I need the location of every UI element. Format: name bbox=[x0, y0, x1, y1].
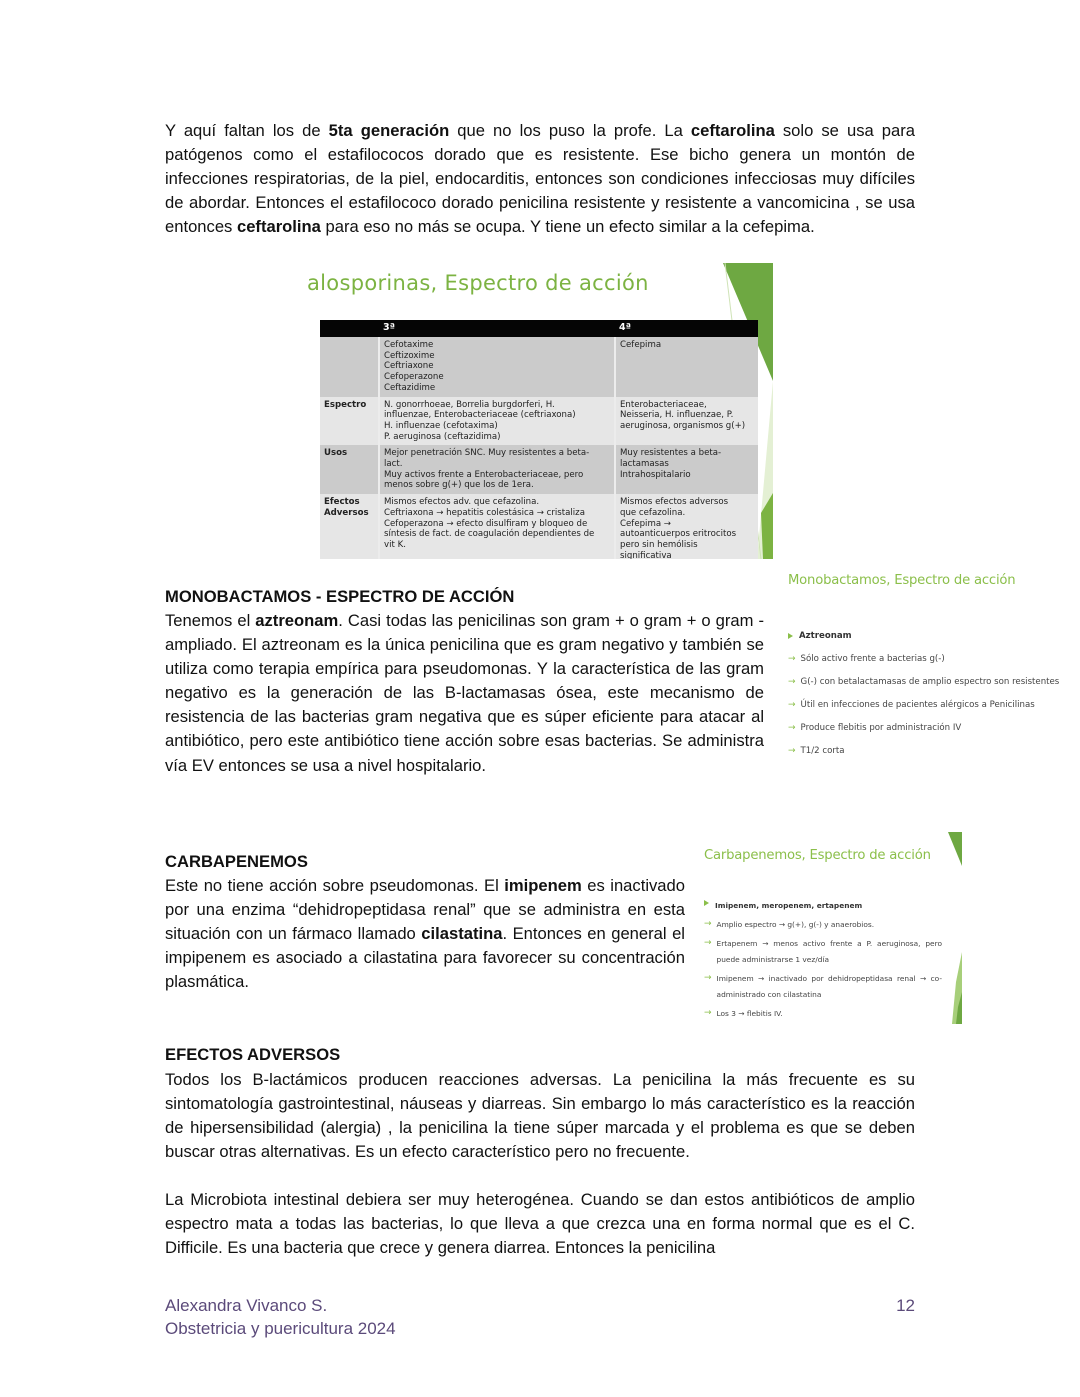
text-run: Este no tiene acción sobre pseudomonas. El bbox=[165, 876, 505, 895]
third-generation-cell: N. gonorrhoeae, Borrelia burgdorferi, H. influenzae, Enterobacteriaceae (ceftriaxona) H. influenzae (cefotaxima) P. aeruginosa (ceftazidima) bbox=[379, 397, 615, 446]
monobactamos-paragraph bbox=[165, 609, 764, 778]
slide-carbapenemos-image bbox=[698, 832, 962, 1024]
arrow-bullet-icon: → bbox=[704, 918, 712, 929]
section-heading-carbapenemos: CARBAPENEMOS bbox=[165, 852, 308, 871]
arrow-bullet-icon: → bbox=[704, 973, 712, 983]
slide-main-bullet bbox=[788, 631, 1059, 654]
section-heading-monobactamos: MONOBACTAMOS - ESPECTRO DE ACCIÓN bbox=[165, 587, 515, 606]
table-row bbox=[320, 397, 758, 446]
row-label-cell: Espectro bbox=[320, 397, 379, 446]
bullet-text: Sólo activo frente a bacterias g(-) bbox=[800, 654, 945, 664]
text-run: Y aquí faltan los de bbox=[165, 121, 329, 140]
slide-bullet-item bbox=[788, 677, 1059, 700]
green-triangle-decoration-icon bbox=[948, 832, 962, 1024]
row-label-cell: Efectos Adversos bbox=[320, 494, 379, 559]
bullet-text: Ertapenem → menos activo frente a P. aeruginosa, pero puede administrarse 1 vez/día bbox=[716, 939, 942, 964]
fourth-generation-cell: Enterobacteriaceae, Neisseria, H. influenzae, P. aeruginosa, organismos g(+) bbox=[615, 397, 758, 446]
arrow-bullet-icon: → bbox=[788, 654, 796, 664]
slide-bullet-list bbox=[704, 898, 942, 1024]
bullet-text: Aztreonam bbox=[799, 631, 852, 641]
arrow-bullet-icon: → bbox=[788, 746, 796, 756]
page-footer bbox=[165, 1294, 915, 1340]
slide-title: alosporinas, Espectro de acción bbox=[307, 271, 649, 295]
page-number: 12 bbox=[896, 1296, 915, 1315]
footer-author: Alexandra Vivanco S. bbox=[165, 1296, 328, 1315]
text-run: . Entonces en general el impipenem es asociado a cilastatina para favorecer su concentración plasmática. bbox=[165, 924, 685, 992]
slide-bullet-item bbox=[704, 1006, 942, 1022]
intro-paragraph bbox=[165, 119, 915, 239]
bullet-text: Imipenem, meropenem, ertapenem bbox=[715, 901, 863, 910]
efectos-adversos-paragraph-1: Todos los B-lactámicos producen reacciones adversas. La penicilina la más frecuente es su sintomatología gastrointestinal, náuseas y diarreas. Sin embargo lo más característico es la reacción de hipersensibilidad (alergia) , la penicilina la tiene súper marcada y el problema es que se deben buscar otras alternativas. Es un efecto característico pero no frecuente. bbox=[165, 1070, 915, 1162]
third-generation-cell: Mejor penetración SNC. Muy resistentes a beta- lact. Muy activos frente a Enterobacteriaceae, pero menos sobre g(+) que los de 1era. bbox=[379, 445, 615, 494]
triangle-bullet-icon bbox=[704, 900, 709, 906]
section-heading-efectos-adversos: EFECTOS ADVERSOS bbox=[165, 1045, 341, 1064]
bullet-text: T1/2 corta bbox=[800, 746, 845, 756]
table-row bbox=[320, 445, 758, 494]
arrow-bullet-icon: → bbox=[788, 677, 796, 687]
text-run: para eso no más se ocupa. Y tiene un efecto similar a la cefepima. bbox=[320, 217, 815, 237]
slide-cefalosporinas-image bbox=[303, 263, 773, 559]
bold-term: imipenem bbox=[504, 876, 582, 895]
slide-bullet-item bbox=[788, 723, 1059, 746]
fourth-generation-cell: Muy resistentes a beta- lactamasas Intrahospitalario bbox=[615, 445, 758, 494]
bold-term: aztreonam bbox=[255, 611, 339, 630]
text-run: que no los puso la profe. La bbox=[449, 121, 691, 140]
slide-title: Monobactamos, Espectro de acción bbox=[788, 573, 1016, 588]
slide-bullet-item bbox=[788, 746, 1059, 769]
bullet-text: G(-) con betalactamasas de amplio espectro son resistentes bbox=[800, 677, 1060, 687]
fourth-generation-cell: Mismos efectos adversos que cefazolina. Cefepima → autoanticuerpos eritrocitos pero sin hemólisis significativa bbox=[615, 494, 758, 559]
column-header bbox=[320, 320, 379, 337]
bullet-text: Útil en infecciones de pacientes alérgicos a Penicilinas bbox=[800, 700, 1035, 710]
arrow-bullet-icon: → bbox=[788, 723, 796, 733]
bold-term: 5ta generación bbox=[328, 121, 450, 140]
text-run: es inactivado por una enzima “dehidropeptidasa renal” que se administra en esta situación con un fármaco llamado bbox=[165, 876, 685, 944]
footer-course: Obstetricia y puericultura 2024 bbox=[165, 1319, 396, 1338]
arrow-bullet-icon: → bbox=[704, 1008, 712, 1018]
bold-term: ceftarolina bbox=[690, 121, 775, 140]
fourth-generation-cell: Cefepima bbox=[615, 337, 758, 397]
efectos-adversos-paragraph-2: La Microbiota intestinal debiera ser muy heterogénea. Cuando se dan estos antibióticos de amplio espectro mata a todas las bacterias, lo que lleva a que crezca una en forma normal que es el C. Difficile. Es una bacteria que crece y genera diarrea. Entonces la penicilina bbox=[165, 1190, 915, 1258]
slide-bullet-list bbox=[788, 631, 1059, 769]
text-run: . Casi todas las penicilinas son gram + o gram + o gram - ampliado. El aztreonam es la única penicilina que es gram negativo y también se utiliza como terapia empírica para pseudomonas. Y la característica de las gram negativo es la generación de las B-lactamasas ósea, este mecanismo de resistencia de las bacterias gram negativa que es súper eficiente para atacar al antibiótico, pero este antibiótico tiene acción sobre esas bacterias. Se administra vía EV entonces se usa a nivel hospitalario. bbox=[165, 611, 764, 775]
arrow-bullet-icon: → bbox=[704, 938, 712, 948]
slide-monobactamos-image bbox=[782, 565, 1060, 773]
row-label-cell: Usos bbox=[320, 445, 379, 494]
table-header-row bbox=[320, 320, 758, 337]
table-row bbox=[320, 337, 758, 397]
bullet-text: Produce flebitis por administración IV bbox=[800, 723, 962, 733]
table-row bbox=[320, 494, 758, 559]
text-run: Tenemos el bbox=[165, 611, 256, 630]
third-generation-cell: Mismos efectos adv. que cefazolina. Ceftriaxona → hepatitis colestásica → cristaliza Cefoperazona → efecto disulfiram y bloqueo de síntesis de fact. de coagulación dependientes de vit K. bbox=[379, 494, 615, 559]
text-run: solo se usa para patógenos como el estafilococos dorado que es resistente. Ese bicho genera un montón de infecciones respiratorias, de la piel, endocarditis, entonces son condiciones infecciosas muy difíciles de abordar. Entonces el estafilococo dorado penicilina resistente y resistente a vancomicina , se usa entonces bbox=[165, 121, 915, 237]
slide-title: Carbapenemos, Espectro de acción bbox=[704, 848, 931, 863]
row-label-cell bbox=[320, 337, 379, 397]
slide-bullet-item bbox=[788, 654, 1059, 677]
bullet-text: Los 3 → flebitis IV. bbox=[716, 1009, 783, 1018]
column-header: 4ª bbox=[615, 320, 758, 337]
slide-main-bullet bbox=[704, 898, 942, 914]
arrow-bullet-icon: → bbox=[788, 700, 796, 710]
third-generation-cell: Cefotaxime Ceftizoxime Ceftriaxone Cefoperazone Ceftazidime bbox=[379, 337, 615, 397]
triangle-bullet-icon bbox=[788, 633, 793, 639]
slide-bullet-item bbox=[788, 700, 1059, 723]
bullet-text: Amplio espectro → g(+), g(-) y anaerobios. bbox=[716, 919, 875, 929]
slide-bullet-item bbox=[704, 936, 942, 967]
slide-bullet-item bbox=[704, 917, 942, 933]
column-header: 3ª bbox=[379, 320, 615, 337]
cefalosporinas-table bbox=[320, 320, 758, 559]
slide-bullet-item bbox=[704, 971, 942, 1002]
bullet-text: Imipenem → inactivado por dehidropeptidasa renal → co-administrado con cilastatina bbox=[716, 974, 942, 999]
carbapenemos-paragraph bbox=[165, 874, 685, 994]
bold-term: cilastatina bbox=[421, 924, 503, 944]
bold-term: ceftarolina bbox=[236, 217, 321, 237]
